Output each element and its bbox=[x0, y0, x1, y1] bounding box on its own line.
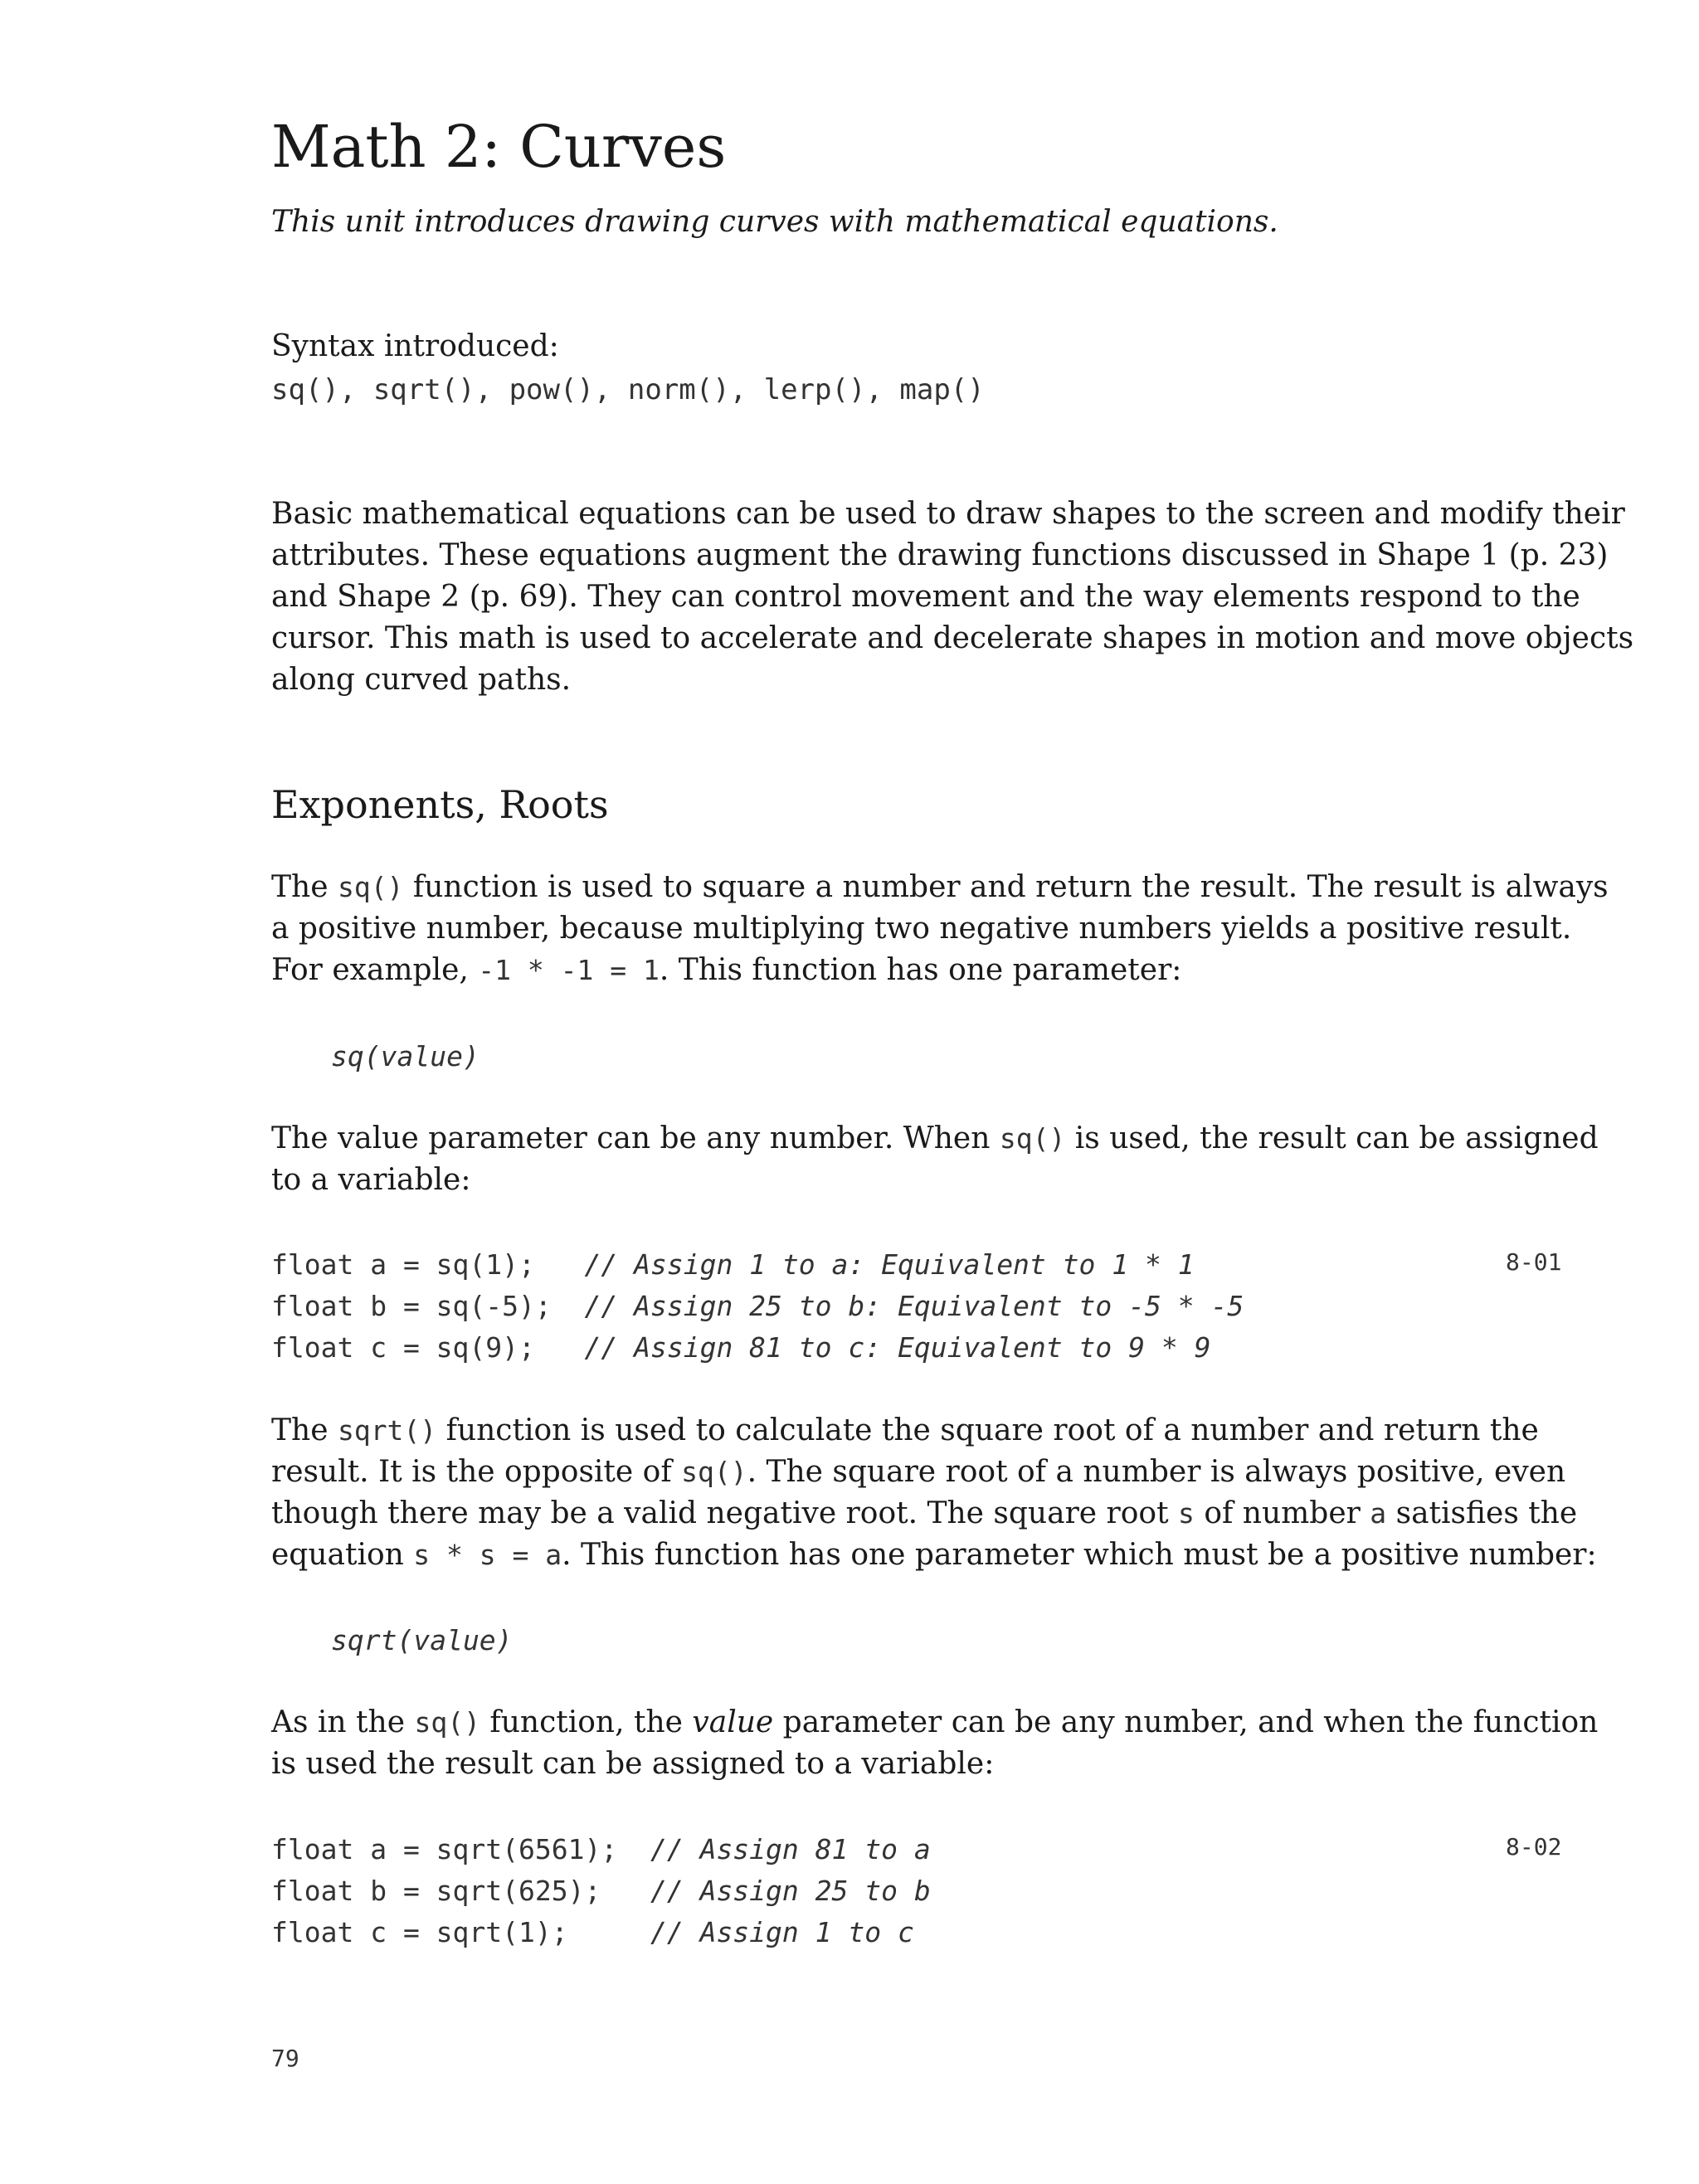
code-comment: // Assign 25 to b bbox=[650, 1875, 931, 1907]
syntax-list: sq(), sqrt(), pow(), norm(), lerp(), map() bbox=[271, 373, 985, 406]
as-in-line-2: is used the result can be assigned to a variable: bbox=[271, 1747, 995, 1781]
code-line bbox=[271, 1829, 931, 1870]
sq-paragraph bbox=[271, 867, 1609, 991]
code-comment: // Assign 1 to a: Equivalent to 1 * 1 bbox=[584, 1248, 1195, 1281]
code-statement: float a = sqrt(6561); bbox=[271, 1833, 650, 1865]
code-example-8-02 bbox=[271, 1829, 931, 1953]
inline-code: sq() bbox=[681, 1456, 747, 1488]
code-line bbox=[271, 1912, 931, 1953]
code-comment: // Assign 25 to b: Equivalent to -5 * -5 bbox=[584, 1290, 1244, 1322]
value-line-2: to a variable: bbox=[271, 1163, 471, 1197]
text: For example, bbox=[271, 953, 479, 987]
emphasis: value bbox=[692, 1705, 774, 1739]
sqrt-signature: sqrt(value) bbox=[331, 1624, 513, 1656]
sqrt-line-1 bbox=[271, 1410, 1539, 1452]
section-heading: Exponents, Roots bbox=[271, 782, 609, 827]
page-title: Math 2: Curves bbox=[271, 113, 727, 181]
code-line bbox=[271, 1286, 1244, 1327]
page-subtitle: This unit introduces drawing curves with mathematical equations. bbox=[271, 205, 1278, 239]
as-in-paragraph bbox=[271, 1702, 1599, 1785]
code-example-number: 8-02 bbox=[1506, 1833, 1562, 1861]
syntax-label: Syntax introduced: bbox=[271, 329, 559, 363]
page-number: 79 bbox=[271, 2045, 299, 2072]
text: function is used to square a number and return the result. The result is always bbox=[403, 870, 1609, 904]
text: function, the bbox=[480, 1705, 693, 1739]
inline-code: s * s = a bbox=[413, 1539, 562, 1571]
intro-line: and Shape 2 (p. 69). They can control movement and the way elements respond to the bbox=[271, 580, 1580, 614]
code-example-number: 8-01 bbox=[1506, 1248, 1562, 1276]
inline-code: -1 * -1 = 1 bbox=[478, 954, 660, 986]
intro-paragraph bbox=[271, 494, 1634, 701]
sqrt-paragraph bbox=[271, 1410, 1597, 1576]
intro-line: Basic mathematical equations can be used to draw shapes to the screen and modify their bbox=[271, 497, 1625, 531]
inline-code: a bbox=[1370, 1497, 1387, 1530]
code-example-8-01 bbox=[271, 1244, 1244, 1369]
code-statement: float a = sq(1); bbox=[271, 1248, 585, 1281]
sqrt-line-3 bbox=[271, 1493, 1578, 1535]
sq-line-2: a positive number, because multiplying two negative numbers yields a positive result. bbox=[271, 912, 1572, 946]
sq-signature: sq(value) bbox=[331, 1040, 480, 1073]
value-paragraph bbox=[271, 1118, 1599, 1201]
text: of number bbox=[1194, 1496, 1370, 1530]
text: satisfies the bbox=[1386, 1496, 1578, 1530]
sq-line-3 bbox=[271, 950, 1499, 991]
intro-line: attributes. These equations augment the drawing functions discussed in Shape 1 (p. 23) bbox=[271, 538, 1609, 572]
sqrt-line-2 bbox=[271, 1452, 1566, 1493]
intro-line: cursor. This math is used to accelerate and decelerate shapes in motion and move objects bbox=[271, 621, 1634, 655]
inline-code: sq() bbox=[337, 871, 404, 903]
as-in-line-1 bbox=[271, 1702, 1599, 1744]
inline-code: s bbox=[1178, 1497, 1195, 1530]
text: . The square root of a number is always positive, even bbox=[747, 1455, 1566, 1489]
text: The value parameter can be any number. When bbox=[271, 1121, 1000, 1155]
code-comment: // Assign 81 to c: Equivalent to 9 * 9 bbox=[584, 1331, 1211, 1364]
text: result. It is the opposite of bbox=[271, 1455, 682, 1489]
intro-line: along curved paths. bbox=[271, 663, 572, 697]
text: parameter can be any number, and when the function bbox=[773, 1705, 1599, 1739]
code-line bbox=[271, 1244, 1244, 1286]
code-line bbox=[271, 1870, 931, 1912]
sqrt-line-4 bbox=[271, 1535, 1597, 1576]
code-comment: // Assign 1 to c bbox=[650, 1916, 914, 1948]
code-line bbox=[271, 1327, 1244, 1369]
code-statement: float c = sqrt(1); bbox=[271, 1916, 650, 1948]
text: equation bbox=[271, 1538, 414, 1572]
text: As in the bbox=[271, 1705, 415, 1739]
code-statement: float b = sq(-5); bbox=[271, 1290, 585, 1322]
text: though there may be a valid negative root. The square root bbox=[271, 1496, 1179, 1530]
inline-code: sq() bbox=[414, 1706, 480, 1739]
value-line-1 bbox=[271, 1118, 1599, 1160]
sq-line-1 bbox=[271, 867, 1609, 908]
inline-code: sqrt() bbox=[337, 1414, 437, 1447]
text: . This function has one parameter which must be a positive number: bbox=[562, 1538, 1597, 1572]
code-comment: // Assign 81 to a bbox=[650, 1833, 931, 1865]
inline-code: sq() bbox=[999, 1122, 1066, 1155]
text: The bbox=[271, 870, 338, 904]
text: The bbox=[271, 1413, 338, 1447]
code-statement: float c = sq(9); bbox=[271, 1331, 585, 1364]
text: function is used to calculate the square root of a number and return the bbox=[436, 1413, 1539, 1447]
text: is used, the result can be assigned bbox=[1065, 1121, 1599, 1155]
code-statement: float b = sqrt(625); bbox=[271, 1875, 650, 1907]
text: . This function has one parameter: bbox=[659, 953, 1182, 987]
